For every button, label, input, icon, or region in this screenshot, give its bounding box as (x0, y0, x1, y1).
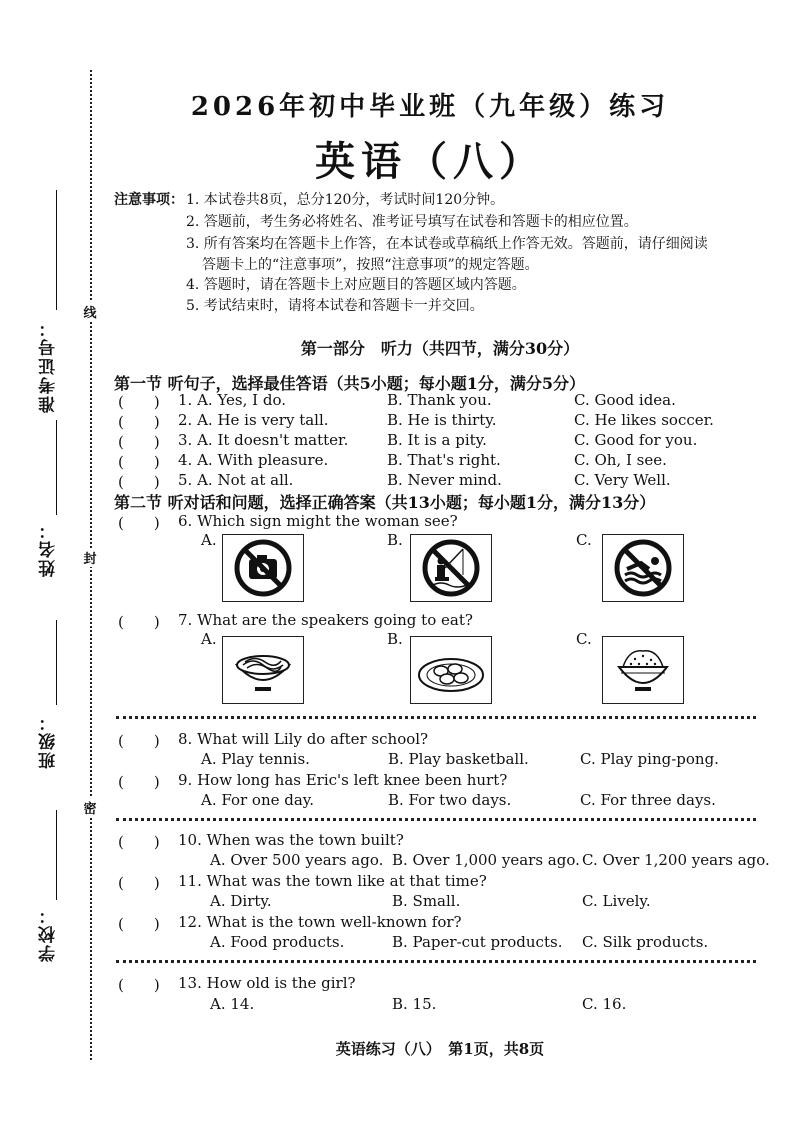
class-label: 班级： (39, 712, 59, 769)
question-12: 12. What is the town well-known for? (178, 913, 462, 931)
option-b: B. That's right. (387, 451, 501, 469)
note-item: 答题卡上的“注意事项”，按照“注意事项”的规定答题。 (202, 257, 539, 273)
answer-paren[interactable]: ( ) (118, 473, 160, 491)
rice-bowl-icon (602, 636, 684, 704)
answer-paren[interactable]: ( ) (118, 976, 160, 994)
option-a: A. (201, 630, 217, 648)
option-c: C. Silk products. (582, 933, 709, 951)
option-c: C. Play ping-pong. (580, 750, 719, 768)
option-c: C. For three days. (580, 791, 716, 809)
option-c: C. 16. (582, 995, 627, 1013)
option-a: A. Food products. (210, 933, 345, 951)
noodles-bowl-icon (222, 636, 304, 704)
option-c: C. Good idea. (574, 391, 676, 409)
option-a: A. Dirty. (210, 892, 272, 910)
seal-line-char: 线 (82, 302, 98, 321)
option-b: B. For two days. (388, 791, 512, 809)
option-a: A. For one day. (201, 791, 315, 809)
answer-paren[interactable]: ( ) (118, 453, 160, 471)
option-b: B. Small. (392, 892, 461, 910)
question-13: 13. How old is the girl? (178, 974, 356, 992)
class-blank (56, 620, 57, 705)
answer-paren[interactable]: ( ) (118, 833, 160, 851)
answer-paren[interactable]: ( ) (118, 413, 160, 431)
seal-feng-char: 封 (82, 548, 98, 567)
option-b: B. 15. (392, 995, 437, 1013)
note-item: 4. 答题时，请在答题卡上对应题目的答题区域内答题。 (186, 277, 526, 293)
school-label: 学校： (39, 905, 59, 962)
answer-paren[interactable]: ( ) (118, 613, 160, 631)
question-11: 11. What was the town like at that time? (178, 872, 487, 890)
answer-paren[interactable]: ( ) (118, 773, 160, 791)
option-b: B. Never mind. (387, 471, 502, 489)
question-8: 8. What will Lily do after school? (178, 730, 429, 748)
no-fishing-icon (410, 534, 492, 602)
answer-paren[interactable]: ( ) (118, 915, 160, 933)
part1-title: 第一部分 听力（共四节，满分30分） (300, 339, 580, 358)
section1-title: 第一节 听句子，选择最佳答语（共5小题；每小题1分，满分5分） (114, 374, 585, 393)
option-a: A. (201, 531, 217, 549)
option-c: C. Oh, I see. (574, 451, 667, 469)
answer-paren[interactable]: ( ) (118, 874, 160, 892)
dotted-separator (116, 818, 756, 821)
option-a: A. 14. (210, 995, 255, 1013)
question-7: 7. What are the speakers going to eat? (178, 611, 473, 629)
option-c: C. Very Well. (574, 471, 671, 489)
option-b: B. (387, 531, 403, 549)
note-item: 5. 考试结束时，请将本试卷和答题卡一并交回。 (186, 298, 484, 314)
note-item: 3. 所有答案均在答题卡上作答，在本试卷或草稿纸上作答无效。答题前，请仔细阅读 (186, 236, 708, 252)
option-a: A. Play tennis. (201, 750, 310, 768)
note-item: 1. 本试卷共8页，总分120分，考试时间120分钟。 (186, 192, 505, 208)
dotted-separator (116, 716, 756, 719)
option-c: C. Over 1,200 years ago. (582, 851, 770, 869)
note-item: 2. 答题前，考生务必将姓名、准考证号填写在试卷和答题卡的相应位置。 (186, 214, 638, 230)
exam-title: 2026年初中毕业班（九年级）练习 (190, 92, 670, 122)
answer-paren[interactable]: ( ) (118, 514, 160, 532)
option-c: C. Lively. (582, 892, 651, 910)
answer-paren[interactable]: ( ) (118, 433, 160, 451)
question-2: 2. A. He is very tall. (178, 411, 329, 429)
seal-mi-char: 密 (82, 798, 98, 817)
answer-paren[interactable]: ( ) (118, 732, 160, 750)
question-9: 9. How long has Eric's left knee been hurt? (178, 771, 508, 789)
question-1: 1. A. Yes, I do. (178, 391, 286, 409)
option-c: C. Good for you. (574, 431, 698, 449)
option-a: A. Over 500 years ago. (210, 851, 384, 869)
option-c: C. (576, 531, 592, 549)
question-3: 3. A. It doesn't matter. (178, 431, 349, 449)
question-6: 6. Which sign might the woman see? (178, 512, 458, 530)
dotted-separator (116, 960, 756, 963)
dumplings-plate-icon (410, 636, 492, 704)
name-label: 姓名： (39, 520, 59, 577)
question-10: 10. When was the town built? (178, 831, 404, 849)
option-b: B. (387, 630, 403, 648)
option-c: C. (576, 630, 592, 648)
exam-id-label: 准考证号： (39, 318, 59, 413)
exam-id-blank (56, 190, 57, 310)
subject-title: 英语（八） (315, 138, 545, 185)
option-b: B. Thank you. (387, 391, 492, 409)
option-c: C. He likes soccer. (574, 411, 714, 429)
notes-label: 注意事项： (114, 192, 184, 208)
option-b: B. Play basketball. (388, 750, 529, 768)
answer-paren[interactable]: ( ) (118, 393, 160, 411)
question-5: 5. A. Not at all. (178, 471, 294, 489)
option-b: B. Over 1,000 years ago. (392, 851, 580, 869)
option-b: B. It is a pity. (387, 431, 487, 449)
question-4: 4. A. With pleasure. (178, 451, 329, 469)
section2-title: 第二节 听对话和问题，选择正确答案（共13小题；每小题1分，满分13分） (114, 493, 656, 512)
school-blank (56, 810, 57, 900)
no-camera-icon (222, 534, 304, 602)
option-b: B. Paper-cut products. (392, 933, 563, 951)
page-footer: 英语练习（八） 第1页，共8页 (335, 1040, 545, 1058)
no-swimming-icon (602, 534, 684, 602)
name-blank (56, 420, 57, 515)
option-b: B. He is thirty. (387, 411, 497, 429)
